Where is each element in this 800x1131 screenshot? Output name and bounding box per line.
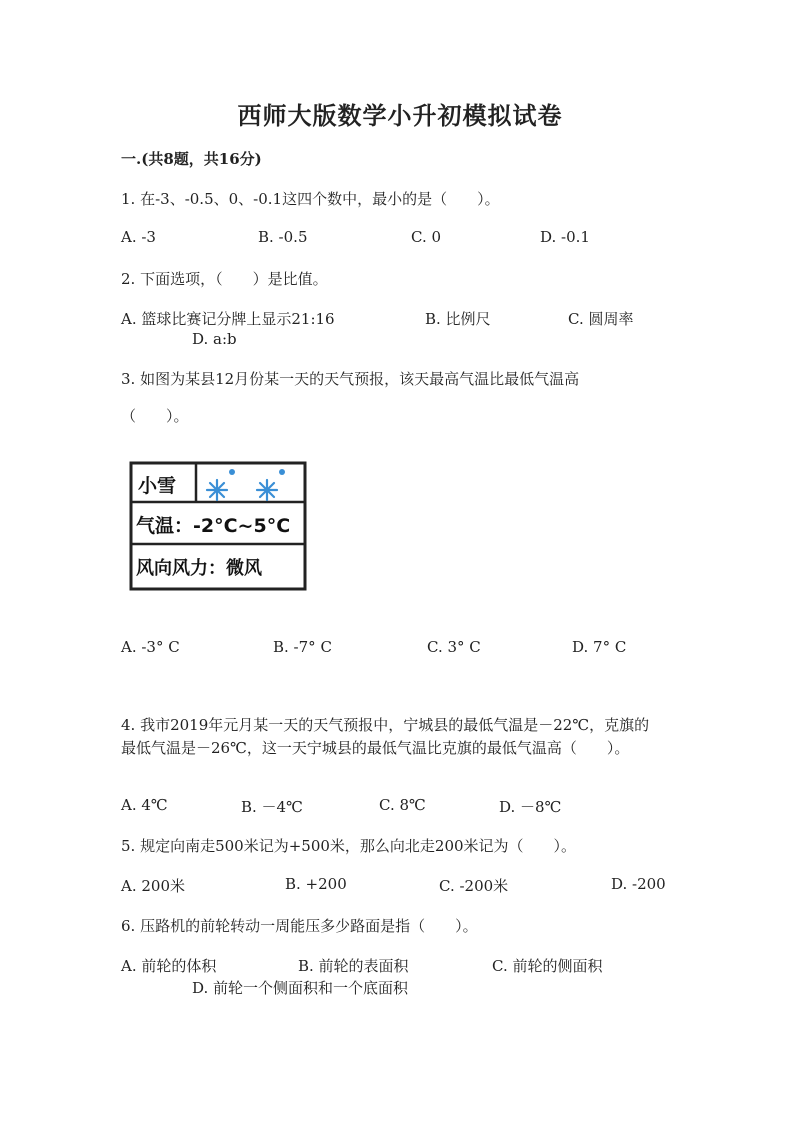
question-5-stem: 5. 规定向南走500米记为+500米，那么向北走200米记为（ ）。 — [121, 837, 577, 855]
q1-option-b: B. -0.5 — [258, 228, 308, 246]
q1-option-d: D. -0.1 — [540, 228, 590, 246]
q4-option-a: A. 4℃ — [121, 796, 168, 814]
section-heading: 一.(共8题，共16分) — [121, 150, 262, 168]
question-6-stem: 6. 压路机的前轮转动一周能压多少路面是指（ ）。 — [121, 917, 478, 935]
question-3-stem-line2: （ ）。 — [121, 407, 189, 425]
q3-option-a: A. -3° C — [121, 638, 180, 656]
q5-option-d: D. -200 — [611, 875, 666, 893]
q6-option-d: D. 前轮一个侧面积和一个底面积 — [192, 979, 409, 997]
q4-option-d: D. －8℃ — [499, 798, 562, 816]
q4-option-c: C. 8℃ — [379, 796, 426, 814]
q1-option-c: C. 0 — [411, 228, 442, 246]
question-3-stem-line1: 3. 如图为某县12月份某一天的天气预报，该天最高气温比最低气温高 — [121, 370, 580, 388]
question-4-stem-line2: 最低气温是－26℃，这一天宁城县的最低气温比克旗的最低气温高（ ）。 — [121, 739, 630, 757]
weather-condition-label: 小雪 — [138, 475, 177, 497]
question-2-stem: 2. 下面选项，（ ）是比值。 — [121, 270, 328, 288]
q2-option-b: B. 比例尺 — [425, 310, 491, 328]
q4-option-b: B. －4℃ — [241, 798, 303, 816]
weather-wind-label: 风向风力：微风 — [136, 558, 262, 579]
q5-option-c: C. -200米 — [439, 877, 509, 895]
weather-temperature-label: 气温：-2°C~5°C — [136, 515, 291, 537]
weather-forecast-figure — [128, 460, 308, 592]
q3-option-d: D. 7° C — [572, 638, 627, 656]
q6-option-b: B. 前轮的表面积 — [298, 957, 409, 975]
q6-option-c: C. 前轮的侧面积 — [492, 957, 603, 975]
page-title: 西师大版数学小升初模拟试卷 — [237, 101, 563, 130]
q5-option-a: A. 200米 — [121, 877, 185, 895]
q3-option-c: C. 3° C — [427, 638, 481, 656]
q5-option-b: B. +200 — [285, 875, 347, 893]
question-1-stem: 1. 在-3、-0.5、0、-0.1这四个数中，最小的是（ ）。 — [121, 190, 500, 208]
q2-option-a: A. 篮球比赛记分牌上显示21:16 — [121, 310, 335, 328]
q6-option-a: A. 前轮的体积 — [121, 957, 217, 975]
q2-option-d: D. a:b — [192, 330, 237, 348]
question-4-stem-line1: 4. 我市2019年元月某一天的天气预报中，宁城县的最低气温是－22℃，克旗的 — [121, 716, 650, 734]
q3-option-b: B. -7° C — [273, 638, 332, 656]
q2-option-c: C. 圆周率 — [568, 310, 634, 328]
q1-option-a: A. -3 — [121, 228, 156, 246]
